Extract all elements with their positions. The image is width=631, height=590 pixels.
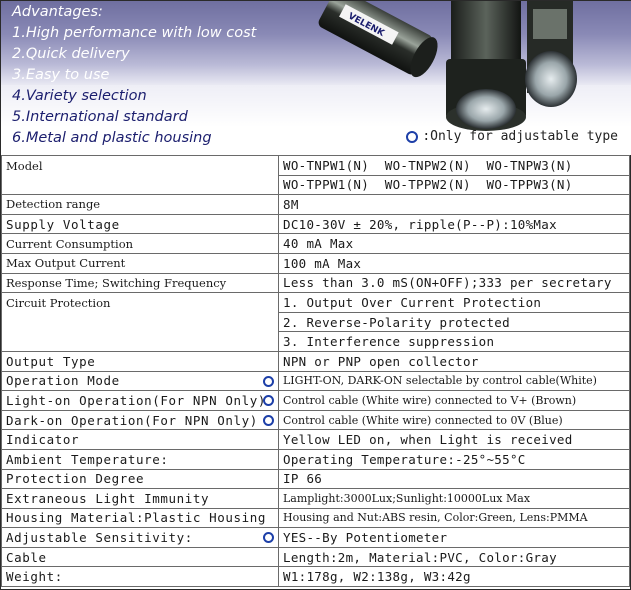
advantages-banner — [1, 1, 631, 155]
model-code: WO-TNPW1(N) — [283, 157, 370, 173]
spec-label-empty — [2, 332, 279, 352]
spec-label-text: Dark-on Operation(For NPN Only) — [6, 412, 258, 428]
table-row — [2, 489, 630, 509]
spec-value: LIGHT-ON, DARK-ON selectable by control cable(White) — [279, 371, 630, 391]
table-row — [2, 332, 630, 352]
ring-icon — [263, 415, 274, 426]
spec-value: Lamplight:3000Lux;Sunlight:10000Lux Max — [279, 489, 630, 509]
adjustable-legend — [406, 129, 618, 144]
spec-value: 100 mA Max — [279, 253, 630, 273]
table-row — [2, 449, 630, 469]
ring-icon — [406, 131, 418, 143]
table-row — [2, 195, 630, 215]
spec-label: Output Type — [2, 351, 279, 371]
spec-label: Extraneous Light Immunity — [2, 489, 279, 509]
table-row — [2, 430, 630, 450]
spec-value: Operating Temperature:-25°~55°C — [279, 449, 630, 469]
model-codes — [279, 175, 630, 195]
table-row — [2, 253, 630, 273]
table-row — [2, 371, 630, 391]
spec-label: Circuit Protection — [2, 293, 279, 313]
spec-value: 1. Output Over Current Protection — [279, 293, 630, 313]
spec-value: Yellow LED on, when Light is received — [279, 430, 630, 450]
table-row — [2, 175, 630, 195]
model-code: WO-TNPW2(N) — [384, 157, 471, 173]
spec-label: Protection Degree — [2, 469, 279, 489]
spec-label-text: Light-on Operation(For NPN Only) — [6, 392, 267, 408]
spec-label-empty — [2, 312, 279, 332]
spec-value: W1:178g, W2:138g, W3:42g — [279, 567, 630, 587]
spec-label: Current Consumption — [2, 234, 279, 254]
spec-label: Detection range — [2, 195, 279, 215]
spec-label-text: Operation Mode — [6, 373, 120, 389]
ring-icon — [263, 395, 274, 406]
spec-label — [2, 371, 279, 391]
spec-value: DC10-30V ± 20%, ripple(P--P):10%Max — [279, 214, 630, 234]
advantage-item: 1.High performance with low cost — [12, 25, 257, 41]
table-row — [2, 567, 630, 587]
spec-label — [2, 528, 279, 548]
advantage-item: 4.Variety selection — [12, 88, 147, 104]
legend-text: :Only for adjustable type — [422, 129, 618, 144]
spec-value: 2. Reverse-Polarity protected — [279, 312, 630, 332]
spec-label-text: Adjustable Sensitivity: — [6, 530, 193, 546]
spec-label: Ambient Temperature: — [2, 449, 279, 469]
table-row — [2, 508, 630, 528]
table-row — [2, 351, 630, 371]
table-row — [2, 156, 630, 176]
model-code: WO-TPPW3(N) — [486, 177, 573, 193]
table-row — [2, 273, 630, 293]
spec-label — [2, 391, 279, 411]
spec-value: 40 mA Max — [279, 234, 630, 254]
advantage-item: 3.Easy to use — [12, 67, 110, 83]
spec-value: Control cable (White wire) connected to 0V (Blue) — [279, 410, 630, 430]
model-code: WO-TNPW3(N) — [486, 157, 573, 173]
model-codes — [279, 156, 630, 176]
model-code: WO-TPPW2(N) — [384, 177, 471, 193]
spec-value: Housing and Nut:ABS resin, Color:Green, Lens:PMMA — [279, 508, 630, 528]
spec-value: NPN or PNP open collector — [279, 351, 630, 371]
table-row — [2, 410, 630, 430]
spec-label: Supply Voltage — [2, 214, 279, 234]
spec-label: Housing Material:Plastic Housing — [2, 508, 279, 528]
advantages-heading: Advantages: — [12, 4, 103, 20]
advantage-item: 5.International standard — [12, 109, 188, 125]
spec-label: Max Output Current — [2, 253, 279, 273]
spec-label: Indicator — [2, 430, 279, 450]
table-row — [2, 214, 630, 234]
table-row — [2, 547, 630, 567]
spec-value: Length:2m, Material:PVC, Color:Gray — [279, 547, 630, 567]
advantage-item: 6.Metal and plastic housing — [12, 130, 212, 146]
table-row — [2, 234, 630, 254]
table-row — [2, 528, 630, 548]
spec-label: Model — [2, 156, 279, 176]
table-row — [2, 293, 630, 313]
specification-table — [1, 155, 630, 587]
spec-label: Response Time; Switching Frequency — [2, 273, 279, 293]
spec-label: Cable — [2, 547, 279, 567]
table-row — [2, 391, 630, 411]
spec-label — [2, 410, 279, 430]
spec-value: YES--By Potentiometer — [279, 528, 630, 548]
table-row — [2, 469, 630, 489]
spec-value: Control cable (White wire) connected to V+ (Brown) — [279, 391, 630, 411]
spec-label: Weight: — [2, 567, 279, 587]
brand-text: VELENK — [346, 11, 386, 39]
spec-label-empty — [2, 175, 279, 195]
spec-value: 3. Interference suppression — [279, 332, 630, 352]
spec-value: 8M — [279, 195, 630, 215]
advantage-item: 2.Quick delivery — [12, 46, 130, 62]
table-row — [2, 312, 630, 332]
sensor-product-image — [301, 1, 631, 149]
ring-icon — [263, 376, 274, 387]
model-code: WO-TPPW1(N) — [283, 177, 370, 193]
ring-icon — [263, 532, 274, 543]
spec-value: IP 66 — [279, 469, 630, 489]
spec-value: Less than 3.0 mS(ON+OFF);333 per secretary — [279, 273, 630, 293]
